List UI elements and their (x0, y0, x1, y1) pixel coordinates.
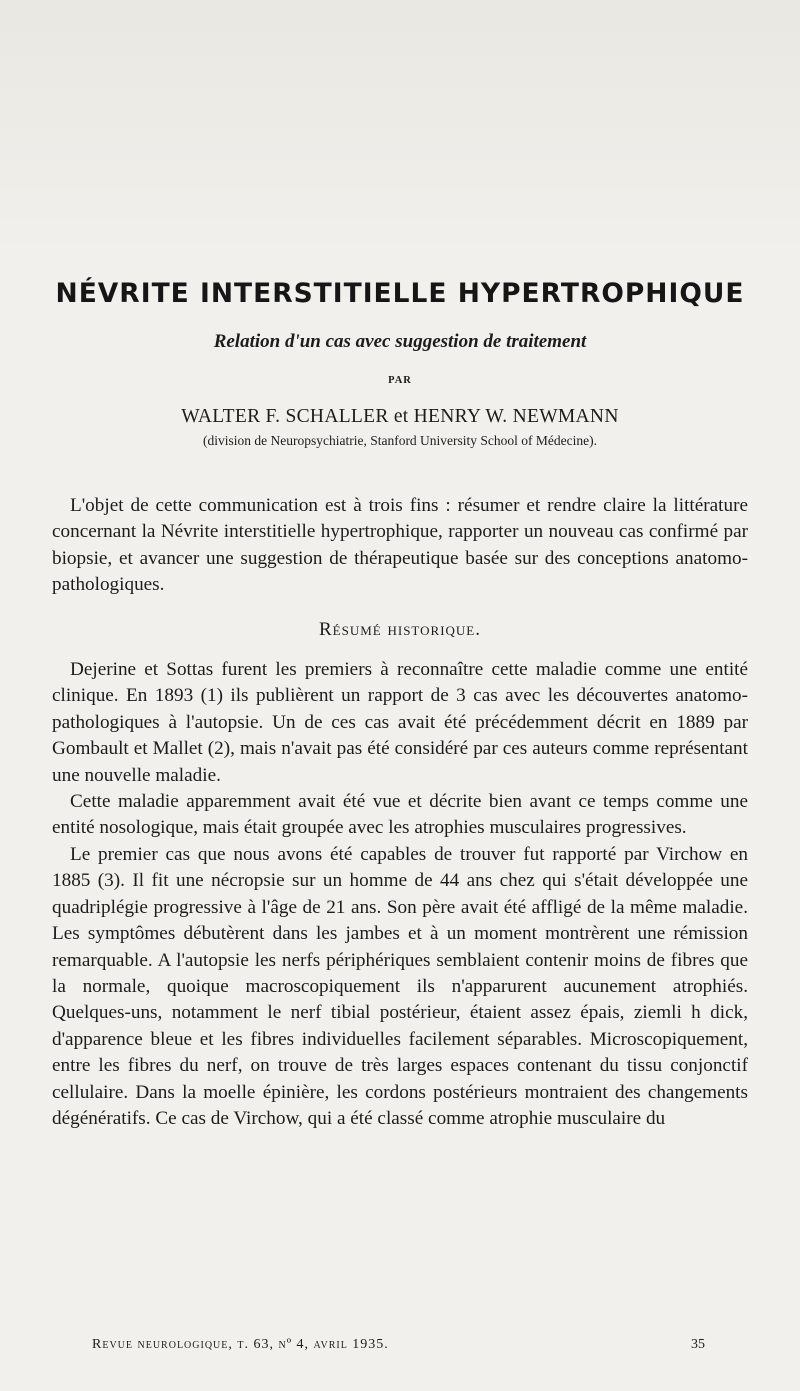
article-body (52, 493, 748, 1132)
section-heading: Résumé historique. (319, 618, 481, 640)
affiliation: (division de Neuropsychiatrie, Stanford University School of Médecine). (202, 433, 598, 448)
by-label: PAR (388, 375, 412, 386)
article-page (52, 278, 748, 1132)
authors: WALTER F. SCHALLER et HENRY W. NEWMANN (181, 406, 619, 427)
intro-paragraph: L'objet de cette communication est à trois fins : résumer et rendre claire la littérature concernant la Névrite interstitielle hypertrophique, rapporter un nouveau cas confirmé par biopsie, et avancer une suggestion de thérapeutique basée sur des conceptions anatomo-pathologiques. (52, 495, 748, 596)
bleed-through-area (0, 0, 800, 260)
article-title: NÉVRITE INTERSTITIELLE HYPERTROPHIQUE (55, 278, 745, 309)
page-number: 35 (691, 1337, 705, 1352)
paragraph-3: Le premier cas que nous avons été capables de trouver fut rapporté par Virchow en 1885 (3). Il fit une nécropsie sur un homme de 44 ans chez qui s'était développée une quadriplégie progressive à l'âge de 21 ans. Son père avait été affligé de la même maladie. Les symptômes débutèrent dans les jambes et à un moment montrèrent une rémission remarquable. A l'autopsie les nerfs périphériques semblaient contenir moins de fibres que la normale, quoique macroscopiquement ils n'apparurent aucunement atrophiés. Quelques-uns, notamment le nerf tibial postérieur, étaient assez épais, ziemli h dick, d'apparence bleue et les fibres individuelles facilement séparables. Microscopiquement, entre les fibres du nerf, on trouve de très larges espaces contenant du tissu conjonctif cellulaire. Dans la moelle épinière, les cordons postérieurs montraient des changements dégénératifs. Ce cas de Virchow, qui a été classé comme atrophie musculaire du (52, 843, 748, 1129)
page-footer (92, 1337, 705, 1353)
paragraph-2: Cette maladie apparemment avait été vue et décrite bien avant ce temps comme une entité nosologique, mais était groupée avec les atrophies musculaires progressives. (52, 791, 748, 839)
article-subtitle: Relation d'un cas avec suggestion de traitement (213, 331, 587, 352)
journal-citation: Revue neurologique, t. 63, nº 4, avril 1935. (92, 1337, 389, 1352)
paragraph-1: Dejerine et Sottas furent les premiers à reconnaître cette maladie comme une entité clinique. En 1893 (1) ils publièrent un rapport de 3 cas avec les découvertes anatomo-pathologiques à l'autopsie. Un de ces cas avait été précédemment décrit en 1889 par Gombault et Mallet (2), mais n'avait pas été considéré par ces auteurs comme représentant une nouvelle maladie. (52, 659, 748, 786)
